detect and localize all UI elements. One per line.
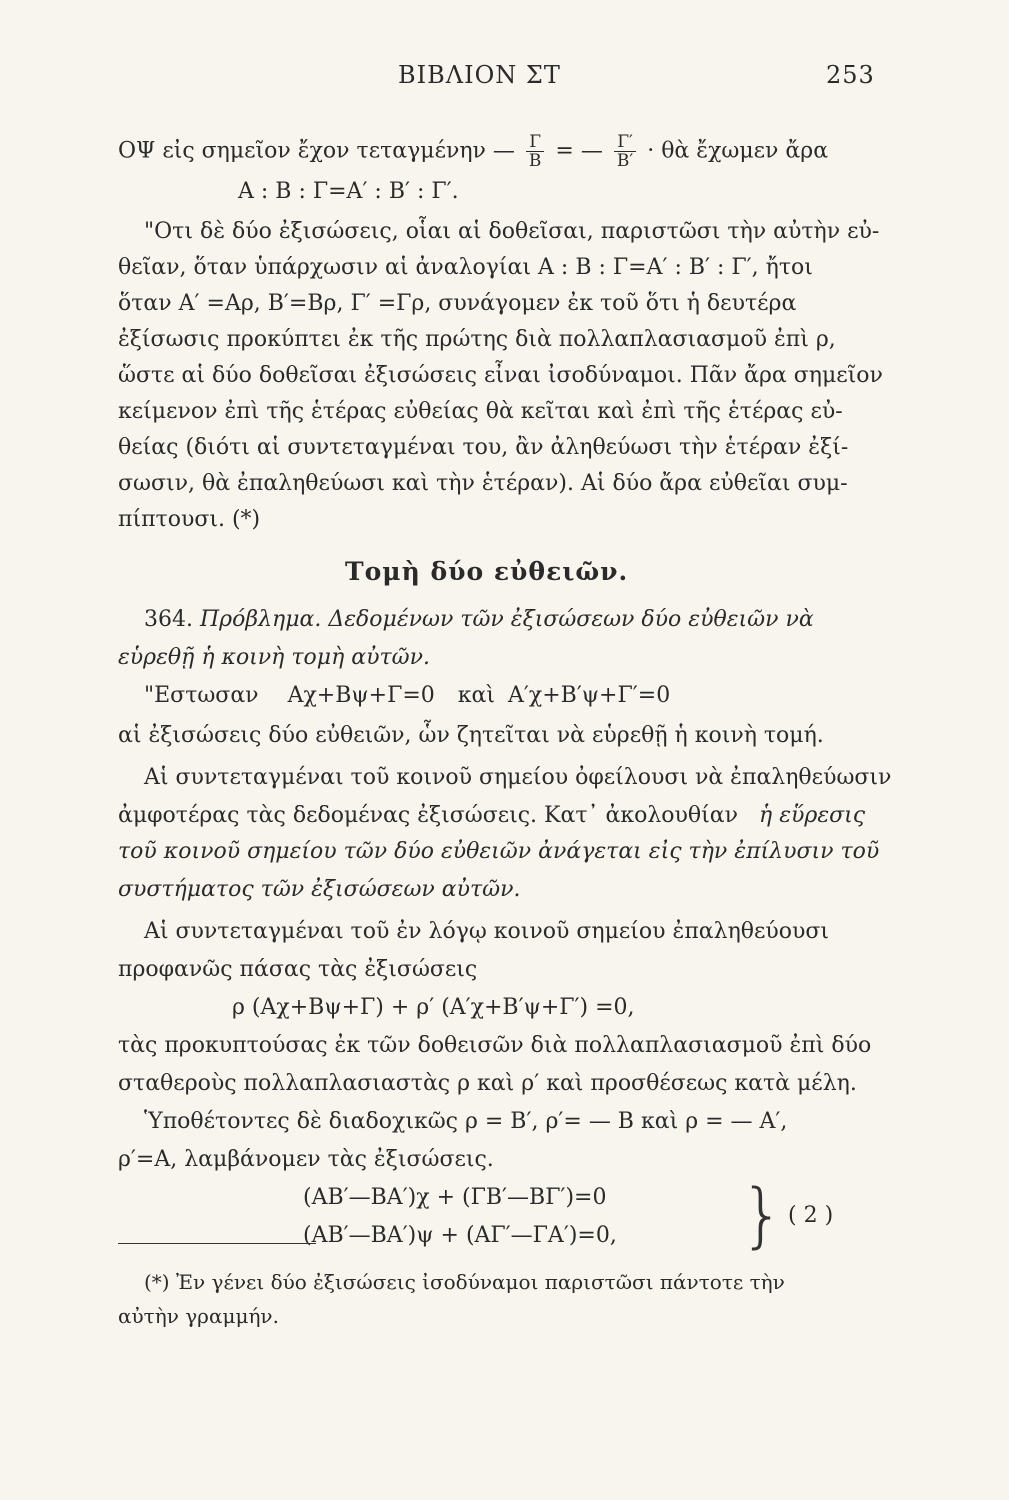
para1-equals: = —	[555, 138, 603, 164]
para2-line5: ὥστε αἱ δύο δοθεῖσαι ἐξισώσεις εἶναι ἰσοδύναμοι. Πᾶν ἄρα σημεῖον	[118, 363, 883, 388]
fraction-2	[614, 133, 636, 170]
para2-line8: σωσιν, θὰ ἐπαληθεύωσι καὶ τὴν ἑτέραν). Αἱ δύο ἄρα εὐθεῖαι συμ-	[118, 471, 848, 496]
para2-line3: ὅταν Α′ =Αρ, Β′=Βρ, Γ′ =Γρ, συνάγομεν ἐκ τοῦ ὅτι ἡ δευτέρα	[118, 291, 797, 316]
para3-line2: αἱ ἐξισώσεις δύο εὐθειῶν, ὧν ζητεῖται νὰ εὑρεθῇ ἡ κοινὴ τομή.	[118, 723, 824, 748]
para5-line2: προφανῶς πάσας τὰς ἐξισώσεις	[118, 957, 478, 982]
problem-text1: Δεδομένων τῶν ἐξισώσεων δύο εὐθειῶν νὰ	[328, 607, 814, 632]
para6-line2: ρ′=Α, λαμβάνομεν τὰς ἐξισώσεις.	[118, 1147, 494, 1172]
para1-text-b: · θὰ ἔχωμεν ἄρα	[647, 138, 829, 164]
fraction-2-numerator: Γ′	[614, 133, 636, 152]
para3-and: καὶ	[457, 683, 495, 708]
problem-label: Πρόβλημα.	[199, 607, 322, 632]
system-equation-1: (ΑΒ′—ΒΑ′)χ + (ΓΒ′—ΒΓ′)=0	[303, 1185, 607, 1210]
fraction-1-numerator: Γ	[526, 133, 545, 152]
fraction-1-denominator: Β	[528, 151, 542, 171]
problem-number: 364.	[144, 607, 193, 632]
para4-line4: συστήματος τῶν ἐξισώσεων αὐτῶν.	[118, 877, 521, 902]
equation-number: ( 2 )	[788, 1203, 834, 1228]
equation-line-1: Αχ+Βψ+Γ=0	[287, 683, 435, 708]
page-number: 253	[826, 61, 875, 89]
footnote-rule	[118, 1243, 316, 1244]
para2-line9: πίπτουσι. (*)	[118, 507, 261, 532]
para5-line1: Αἱ συντεταγμέναι τοῦ ἐν λόγῳ κοινοῦ σημείου ἐπαληθεύουσι	[144, 919, 830, 944]
footnote-line2: αὐτὴν γραμμήν.	[118, 1304, 279, 1328]
para4-line2-plain: ἀμφοτέρας τὰς δεδομένας ἐξισώσεις. Κατ᾽ ἀκολουθίαν	[118, 803, 739, 828]
para4-line1: Αἱ συντεταγμέναι τοῦ κοινοῦ σημείου ὀφείλουσι νὰ ἐπαληθεύωσιν	[144, 765, 892, 790]
fraction-2-denominator: Β′	[616, 151, 634, 171]
para2-line4: ἐξίσωσις προκύπτει ἐκ τῆς πρώτης διὰ πολλαπλασιασμοῦ ἐπὶ ρ,	[118, 327, 836, 352]
para4-line3: τοῦ κοινοῦ σημείου τῶν δύο εὐθειῶν ἀνάγεται εἰς τὴν ἐπίλυσιν τοῦ	[118, 839, 880, 864]
system-brace: }	[740, 1174, 785, 1256]
para2-line1: "Οτι δὲ δύο ἐξισώσεις, οἷαι αἱ δοθεῖσαι, παριστῶσι τὴν αὐτὴν εὐ-	[144, 219, 880, 244]
fraction-1	[526, 133, 545, 170]
footnote-line1: (*) Ἐν γένει δύο ἐξισώσεις ἰσοδύναμοι παριστῶσι πάντοτε τὴν	[144, 1270, 785, 1294]
system-equation-2: (ΑΒ′—ΒΑ′)ψ + (ΑΓ′—ΓΑ′)=0,	[303, 1223, 617, 1248]
para4-line2-italic: ἡ εὕρεσις	[759, 803, 866, 828]
para6-line1: Ὑποθέτοντες δὲ διαδοχικῶς ρ = Β′, ρ′= — Β καὶ ρ = — Α′,	[144, 1109, 788, 1134]
para5-equation: ρ (Αχ+Βψ+Γ) + ρ′ (Α′χ+Β′ψ+Γ′) =0,	[232, 995, 635, 1020]
para2-line7: θείας (διότι αἱ συντεταγμέναι του, ἂν ἀληθεύωσι τὴν ἑτέραν ἐξί-	[118, 435, 849, 460]
para2-line2: θεῖαν, ὅταν ὑπάρχωσιν αἱ ἀναλογίαι Α : Β : Γ=Α′ : Β′ : Γ′, ἤτοι	[118, 255, 813, 280]
equation-line-2: Α′χ+Β′ψ+Γ′=0	[508, 683, 671, 708]
problem-line2: εὑρεθῇ ἡ κοινὴ τομὴ αὐτῶν.	[118, 645, 430, 670]
para5-line3: τὰς προκυπτούσας ἐκ τῶν δοθεισῶν διὰ πολλαπλασιασμοῦ ἐπὶ δύο	[118, 1033, 872, 1058]
running-header-title: ΒΙΒΛΙΟΝ ΣΤ	[398, 61, 561, 89]
para3-line1	[144, 681, 670, 711]
para1-line2: Α : Β : Γ=Α′ : Β′ : Γ′.	[238, 179, 459, 204]
para3-start: "Εστωσαν	[144, 683, 259, 708]
para2-line6: κείμενον ἐπὶ τῆς ἑτέρας εὐθείας θὰ κεῖται καὶ ἐπὶ τῆς ἑτέρας εὐ-	[118, 399, 843, 424]
para5-line4: σταθεροὺς πολλαπλασιαστὰς ρ καὶ ρ′ καὶ προσθέσεως κατὰ μέλη.	[118, 1071, 857, 1096]
problem-line1	[144, 605, 814, 635]
para1-line1	[118, 133, 828, 170]
para1-text-a: ΟΨ εἰς σημεῖον ἔχον τεταγμένην —	[118, 138, 515, 164]
section-heading: Τομὴ δύο εὐθειῶν.	[345, 557, 629, 586]
para4-line2	[118, 801, 865, 831]
